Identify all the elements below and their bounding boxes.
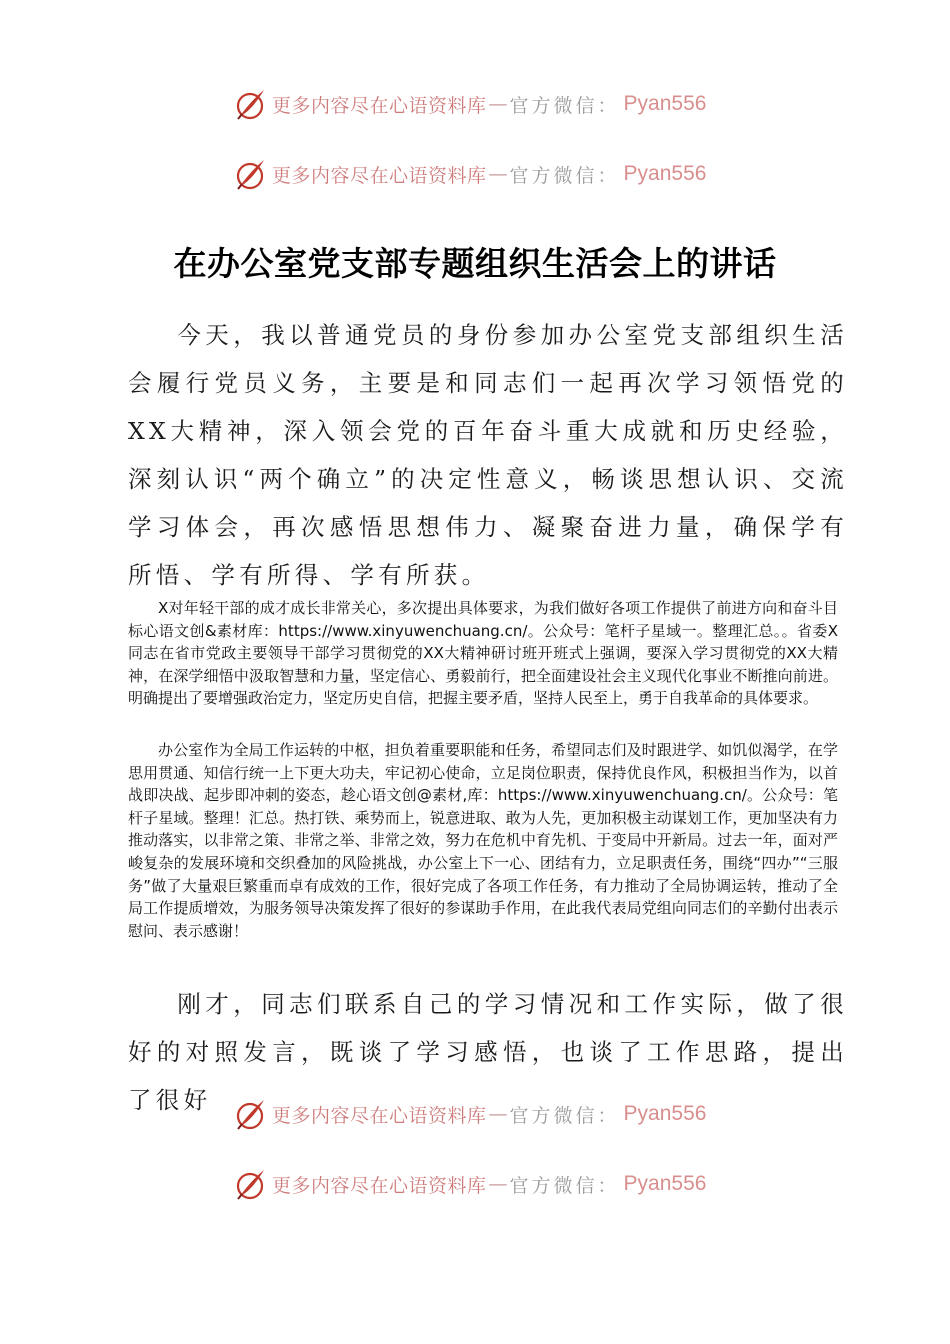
quill-logo-icon <box>232 156 268 192</box>
watermark-official: 官方微信： <box>509 1104 620 1127</box>
watermark-brand: 更多内容尽在心语资料库 <box>272 94 487 117</box>
watermark-official: 官方微信： <box>509 164 620 187</box>
watermark-official: 官方微信： <box>509 1174 620 1197</box>
body-paragraph-1: 今天，我以普通党员的身份参加办公室党支部组织生活会履行党员义务，主要是和同志们一起再次学习领悟党的XX大精神，深入领会党的百年奋斗重大成就和历史经验，深刻认识“两个确立”的决定性意义，畅谈思想认识、交流学习体会，再次感悟思想伟力、凝聚奋进力量，确保学有所悟、学有所得、学有所获。 <box>128 321 848 589</box>
watermark-brand: 更多内容尽在心语资料库 <box>272 1104 487 1127</box>
watermark-separator: — <box>488 163 508 185</box>
watermark-wechat-id: Pyan556 <box>623 1172 707 1195</box>
watermark-official: 官方微信： <box>509 94 620 117</box>
watermark-wechat-id: Pyan556 <box>623 162 707 185</box>
watermark-banner <box>232 1164 706 1204</box>
page-title: 在办公室党支部专题组织生活会上的讲话 <box>173 244 777 283</box>
quill-logo-icon <box>232 1096 268 1132</box>
quill-logo-icon <box>232 1166 268 1202</box>
watermark-brand: 更多内容尽在心语资料库 <box>272 164 487 187</box>
body-paragraph-4: 刚才，同志们联系自己的学习情况和工作实际，做了很好的对照发言，既谈了学习感悟，也谈了工作思路，提出了很好 <box>128 990 848 1114</box>
watermark-banner <box>232 1094 706 1134</box>
watermark-wechat-id: Pyan556 <box>623 1102 707 1125</box>
body-paragraph-2: X对年轻干部的成才成长非常关心，多次提出具体要求，为我们做好各项工作提供了前进方向和奋斗目标心语文创&素材库：https://www.xinyuwenchuang.cn/。公众号：笔杆子星域一。整理汇总。。省委X同志在省市党政主要领导干部学习贯彻党的XX大精神研讨班开班式上强调，要深入学习贯彻党的XX大精神，在深学细悟中汲取智慧和力量，坚定信心、勇毅前行，把全面建设社会主义现代化事业不断推向前进。明确提出了要增强政治定力，坚定历史自信，把握主要矛盾，坚持人民至上，勇于自我革命的具体要求。 <box>128 599 838 708</box>
quill-logo-icon <box>232 86 268 122</box>
watermark-separator: — <box>488 1173 508 1195</box>
watermark-separator: — <box>488 1103 508 1125</box>
watermark-banner <box>232 84 706 124</box>
body-paragraph-3: 办公室作为全局工作运转的中枢，担负着重要职能和任务，希望同志们及时跟进学、如饥似渴学，在学思用贯通、知信行统一上下更大功夫，牢记初心使命，立足岗位职责，保持优良作风，积极担当作为，以首战即决战、起步即冲刺的姿态，趁心语文创@素材,库：https://www.xinyuwenchuang.cn/。公众号：笔杆子星域。整理！汇总。热打铁、乘势而上，锐意进取、敢为人先，更加积极主动谋划工作，更加坚决有力推动落实，以非常之策、非常之举、非常之效，努力在危机中育先机、于变局中开新局。过去一年，面对严峻复杂的发展环境和交织叠加的风险挑战，办公室上下一心、团结有力，立足职责任务，围绕“四办”“三服务”做了大量艰巨繁重而卓有成效的工作，很好完成了各项工作任务，有力推动了全局协调运转，推动了全局工作提质增效，为服务领导决策发挥了很好的参谋助手作用，在此我代表局党组向同志们的辛勤付出表示慰问、表示感谢！ <box>128 741 838 940</box>
watermark-wechat-id: Pyan556 <box>623 92 707 115</box>
watermark-brand: 更多内容尽在心语资料库 <box>272 1174 487 1197</box>
watermark-separator: — <box>488 93 508 115</box>
watermark-banner <box>232 154 706 194</box>
